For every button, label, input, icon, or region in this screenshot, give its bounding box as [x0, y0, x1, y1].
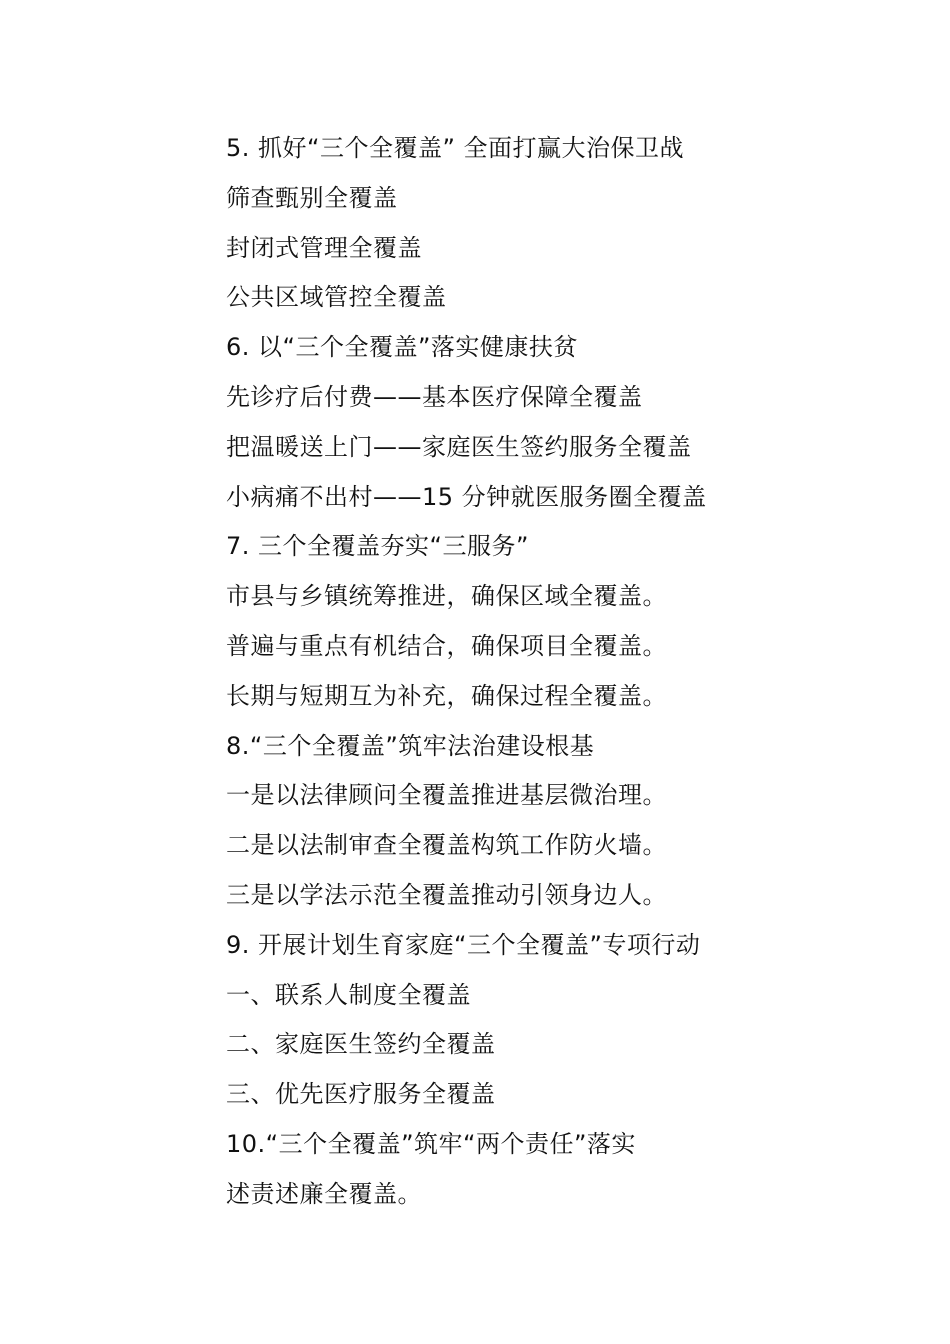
text-line: 长期与短期互为补充，确保过程全覆盖。	[226, 681, 667, 710]
text-line: 一、联系人制度全覆盖	[226, 980, 471, 1009]
text-line: 封闭式管理全覆盖	[226, 233, 422, 262]
text-line: 述责述廉全覆盖。	[226, 1179, 422, 1208]
text-line: 先诊疗后付费——基本医疗保障全覆盖	[226, 382, 643, 411]
text-line: 一是以法律顾问全覆盖推进基层微治理。	[226, 781, 667, 810]
heading-item-10: 10.“三个全覆盖”筑牢“两个责任”落实	[226, 1129, 636, 1158]
text-line: 二是以法制审查全覆盖构筑工作防火墙。	[226, 831, 667, 860]
document-body	[226, 124, 906, 1220]
text-line: 二、家庭医生签约全覆盖	[226, 1030, 496, 1059]
heading-item-7: 7. 三个全覆盖夯实“三服务”	[226, 532, 529, 561]
text-line: 公共区域管控全覆盖	[226, 283, 447, 312]
text-line: 小病痛不出村——15 分钟就医服务圈全覆盖	[226, 482, 707, 511]
text-line: 筛查甄别全覆盖	[226, 183, 398, 212]
text-line: 普遍与重点有机结合，确保项目全覆盖。	[226, 631, 667, 660]
heading-item-5: 5. 抓好“三个全覆盖” 全面打赢大治保卫战	[226, 134, 685, 162]
heading-item-6: 6. 以“三个全覆盖”落实健康扶贫	[226, 333, 578, 362]
text-line: 市县与乡镇统筹推进，确保区域全覆盖。	[226, 582, 667, 611]
heading-item-8: 8.“三个全覆盖”筑牢法治建设根基	[226, 731, 595, 760]
heading-item-9: 9. 开展计划生育家庭“三个全覆盖”专项行动	[226, 930, 701, 959]
text-line: 三是以学法示范全覆盖推动引领身边人。	[226, 880, 667, 909]
text-line: 把温暖送上门——家庭医生签约服务全覆盖	[226, 432, 692, 461]
text-line: 三、优先医疗服务全覆盖	[226, 1080, 496, 1109]
